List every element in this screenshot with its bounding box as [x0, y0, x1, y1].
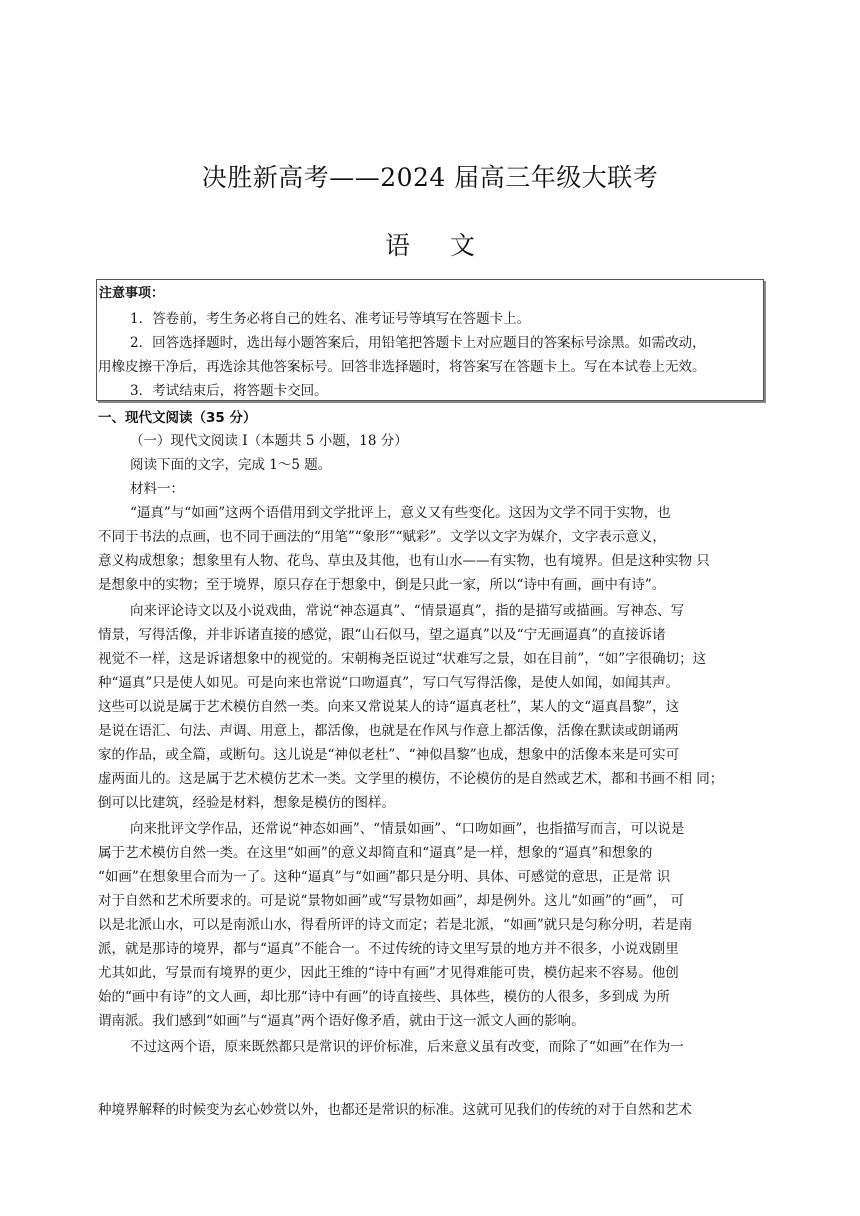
passage-line: 是想象中的实物；至于境界，原只存在于想象中，倒是只此一家，所以“诗中有画，画中有诗”。	[98, 577, 666, 593]
section-heading: 一、现代文阅读（35 分）	[98, 410, 257, 426]
notice-title: 注意事项：	[99, 286, 165, 301]
passage-line: 倒可以比建筑，经验是材料，想象是模仿的图样。	[98, 795, 395, 811]
subject-title: 语文	[384, 231, 515, 260]
passage-line: 向来评论诗文以及小说戏曲，常说“神态逼真”、“情景逼真”，指的是描写或描画。写神态、写	[130, 603, 685, 619]
passage-line: 情景，写得活像，并非诉诸直接的感觉，跟“山石似马，望之逼真”以及“宁无画逼真”的直接诉诸	[98, 627, 666, 643]
passage-line: 尤其如此，写景而有境界的更少，因此王维的“诗中有画”才见得难能可贵，模仿起来不容易。他创	[98, 965, 679, 981]
passage-line: 是说在语汇、句法、声调、用意上，都活像，也就是在作风与作意上都活像，活像在默读或朗诵两	[98, 723, 679, 739]
notice-item-1: 1．答卷前，考生务必将自己的姓名、准考证号等填写在答题卡上。	[130, 311, 531, 327]
notice-item-2: 2．回答选择题时，选出每小题答案后，用铅笔把答题卡上对应题目的答案标号涂黑。如需改动，	[130, 335, 706, 351]
passage-line: 以是北派山水，可以是南派山水，得看所评的诗文而定；若是北派，“如画”就只是匀称分明，若是南	[98, 917, 693, 933]
passage-line: 种境界解释的时候变为玄心妙赏以外，也都还是常识的标准。这就可见我们的传统的对于自然和艺术	[98, 1102, 692, 1118]
passage-line: 派，就是那诗的境界，都与“逼真”不能合一。不过传统的诗文里写景的地方并不很多，小说戏剧里	[98, 941, 679, 957]
section-subheading: （一）现代文阅读 I（本题共 5 小题，18 分）	[130, 433, 408, 449]
exam-title: 决胜新高考——2024 届高三年级大联考	[201, 163, 659, 192]
passage-line: 虚两面儿的。这是属于艺术模仿艺术一类。文学里的模仿，不论模仿的是自然或艺术，都和书画不相 同；	[98, 771, 724, 787]
passage-line: 视觉不一样，这是诉诸想象中的视觉的。宋朝梅尧臣说过“状难写之景，如在目前”，“如”字很确切；这	[98, 651, 707, 667]
passage-line: 始的“画中有诗”的文人画，却比那“诗中有画”的诗直接些、具体些，模仿的人很多，多到成 为所	[98, 989, 670, 1005]
passage-line: 不过这两个语，原来既然都只是常识的评价标准，后来意义虽有改变，而除了“如画”在作为一	[130, 1039, 684, 1055]
passage-line: “逼真”与“如画”这两个语借用到文学批评上，意义又有些变化。这因为文学不同于实物，也	[130, 505, 671, 521]
passage-line: “如画”在想象里合而为一了。这种“逼真”与“如画”都只是分明、具体、可感觉的意思，正是常 识	[98, 869, 671, 885]
passage-line: 不同于书法的点画，也不同于画法的“用笔”“象形”“赋彩”。文学以文字为媒介，文字表示意义，	[98, 529, 666, 545]
passage-line: 属于艺术模仿自然一类。在这里“如画”的意义却简直和“逼真”是一样，想象的“逼真”和想象的	[98, 845, 653, 861]
notice-item-2-cont: 用橡皮擦干净后，再选涂其他答案标号。回答非选择题时，将答案写在答题卡上。写在本试卷上无效。	[98, 359, 706, 375]
material-label: 材料一：	[130, 481, 184, 497]
passage-line: 谓南派。我们感到“如画”与“逼真”两个语好像矛盾，就由于这一派文人画的影响。	[98, 1013, 585, 1029]
passage-line: 家的作品，或全篇，或断句。这儿说是“神似老杜”、“神似昌黎”也成，想象中的活像本来是可实可	[98, 747, 680, 763]
passage-line: 向来批评文学作品，还常说“神态如画”、“情景如画”、“口吻如画”，也指描写而言，可以说是	[130, 821, 685, 837]
passage-line: 这些可以说是属于艺术模仿自然一类。向来又常说某人的诗“逼真老杜”，某人的文“逼真昌黎”，这	[98, 699, 680, 715]
passage-line: 种“逼真”只是使人如见。可是向来也常说“口吻逼真”，写口气写得活像，是使人如闻，如闻其声。	[98, 675, 680, 691]
instruction: 阅读下面的文字，完成 1～5 题。	[130, 457, 332, 473]
passage-line: 意义构成想象；想象里有人物、花鸟、草虫及其他，也有山水——有实物，也有境界。但是这种实物 只	[98, 553, 710, 569]
passage-line: 对于自然和艺术所要求的。可是说“景物如画”或“写景物如画”，却是例外。这儿“如画”的“画”， 可	[98, 893, 685, 909]
notice-item-3: 3．考试结束后，将答题卡交回。	[130, 383, 328, 399]
